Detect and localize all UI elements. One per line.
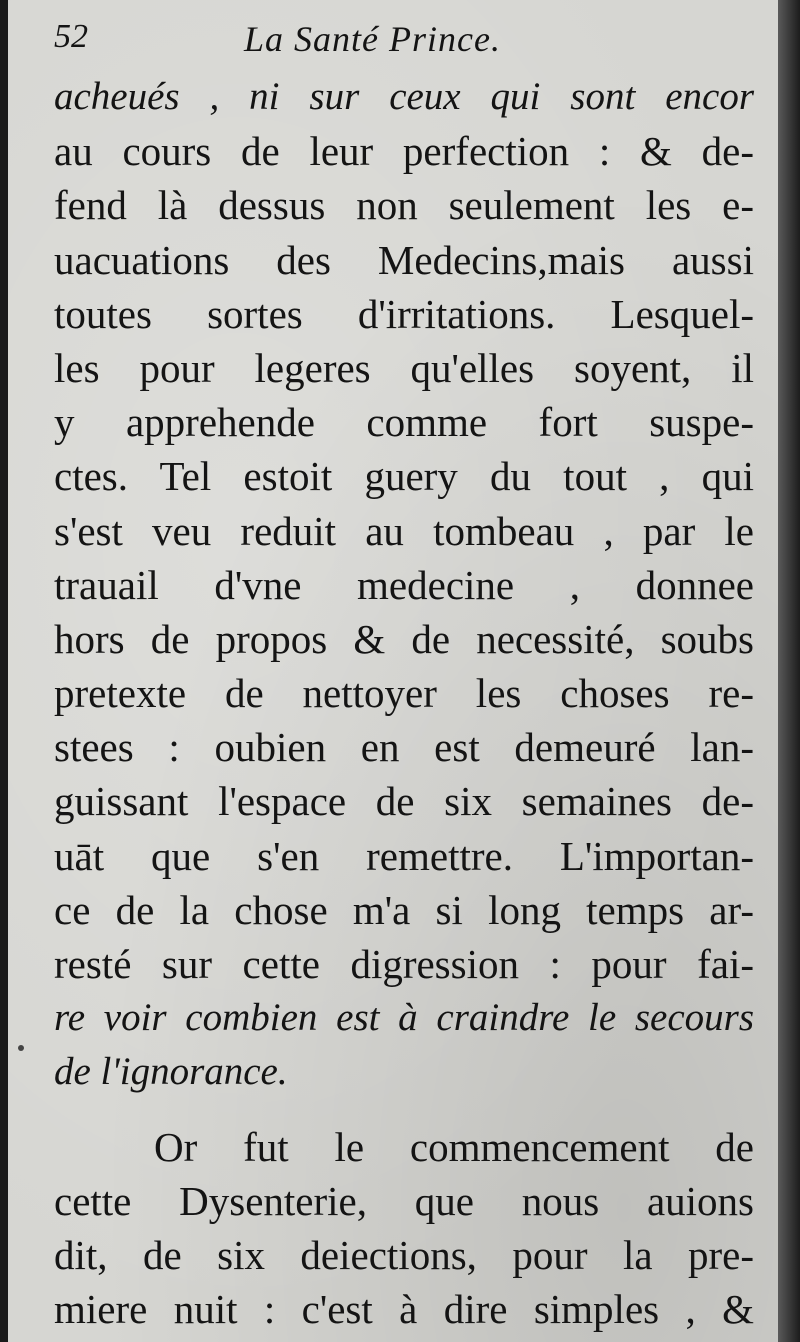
text-line: uāt que s'en remettre. L'importan- (54, 832, 754, 879)
text-line: uacuations des Medecins,mais aussi (54, 236, 754, 283)
text-line: fend là dessus non seulement les e- (54, 182, 754, 229)
book-page (8, 0, 778, 1342)
text-line: ctes. Tel estoit guery du tout , qui (54, 453, 754, 500)
paragraph-gap (54, 1100, 754, 1120)
text-line: s'est veu reduit au tombeau , par le (54, 507, 754, 554)
text-line: stees : oubien en est demeuré lan- (54, 724, 754, 771)
body-text (54, 70, 754, 1336)
text-line: dit, de six deiections, pour la pre- (54, 1231, 754, 1278)
text-line: de l'ignorance. (54, 1050, 288, 1094)
text-line: acheués , ni sur ceux qui sont encor (54, 75, 754, 118)
text-line: Or fut le commencement de (154, 1123, 754, 1170)
text-line: guissant l'espace de six semaines de- (54, 778, 754, 825)
page-number: 52 (54, 18, 88, 55)
ink-speck (18, 1045, 24, 1051)
page-header (54, 18, 754, 70)
text-line: les pour legeres qu'elles soyent, il (54, 344, 754, 391)
text-line: toutes sortes d'irritations. Lesquel- (54, 290, 754, 337)
text-line: hors de propos & de necessité, soubs (54, 615, 754, 662)
text-line: miere nuit : c'est à dire simples , & (54, 1286, 754, 1333)
text-line: y apprehende comme fort suspe- (54, 399, 754, 446)
text-line: au cours de leur perfection : & de- (54, 128, 754, 175)
text-line: cette Dysenterie, que nous auions (54, 1177, 754, 1224)
page-edge-shadow (778, 0, 800, 1342)
running-title: La Santé Prince. (244, 19, 501, 59)
text-line: ce de la chose m'a si long temps ar- (54, 886, 754, 933)
text-line: pretexte de nettoyer les choses re- (54, 670, 754, 717)
text-line: resté sur cette digression : pour fai- (54, 941, 754, 987)
text-line: re voir combien est à craindre le secours (54, 996, 754, 1040)
text-line: trauail d'vne medecine , donnee (54, 561, 754, 608)
